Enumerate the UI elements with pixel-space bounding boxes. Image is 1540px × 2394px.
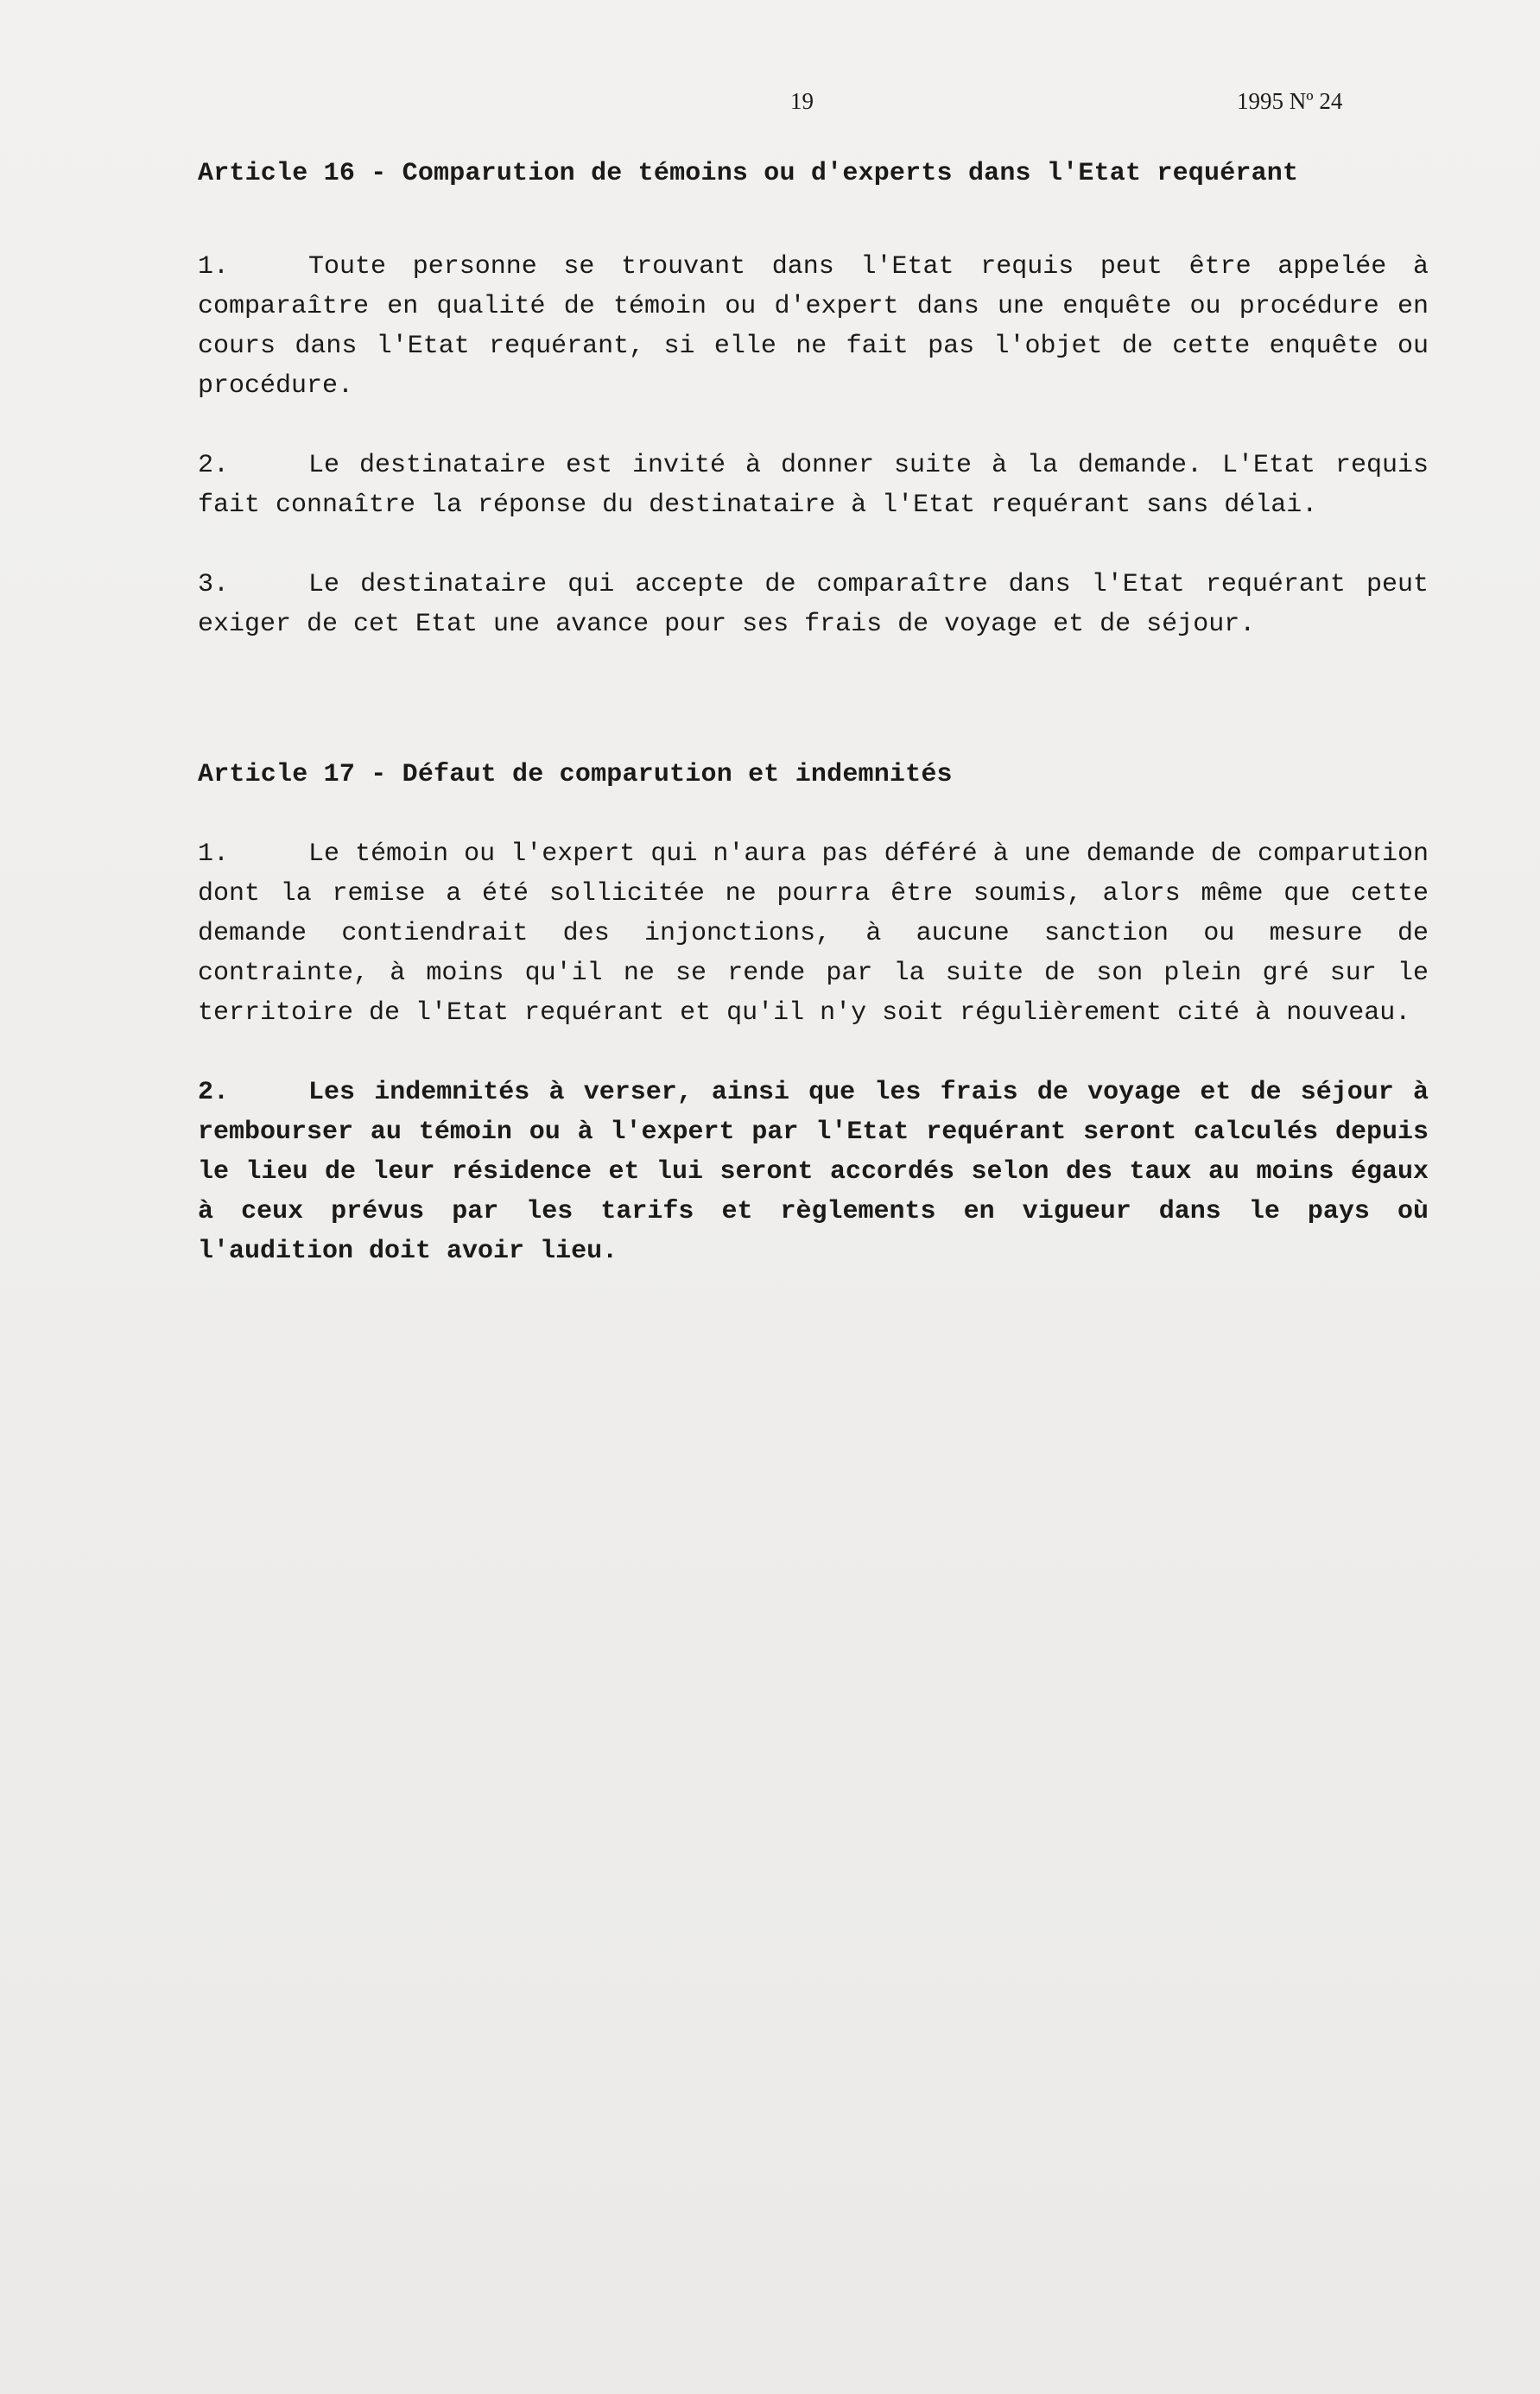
paragraph-number: 2. [198, 1078, 230, 1107]
document-body [198, 154, 1429, 1271]
article-16-title: Comparution de témoins ou d'experts dans l'Etat requérant [402, 159, 1299, 188]
article-17-heading [198, 755, 1429, 795]
paragraph-text: Le témoin ou l'expert qui n'aura pas déféré à une demande de comparution dont la remise a été sollicitée ne pourra être soumis, alors même que cette demande contiendrait des injonctions, à aucune sanction ou mesure de contrainte, à moins qu'il ne se rende par la suite de son plein gré sur le territoire de l'Etat requérant et qu'il n'y soit régulièrement cité à nouveau. [198, 839, 1429, 1028]
article-17-title: Défaut de comparution et indemnités [402, 760, 953, 789]
article-17-paragraph-2 [198, 1073, 1429, 1271]
paragraph-text: Toute personne se trouvant dans l'Etat requis peut être appelée à comparaître en qualité de témoin ou d'expert dans une enquête ou procédure en cours dans l'Etat requérant, si elle ne fait pas l'objet de cette enquête ou procédure. [198, 252, 1429, 401]
paragraph-number: 2. [198, 451, 230, 480]
article-16-paragraph-3 [198, 565, 1429, 644]
paragraph-text: Les indemnités à verser, ainsi que les frais de voyage et de séjour à rembourser au témoin ou à l'expert par l'Etat requérant seront calculés depuis le lieu de leur résidence et lui seront accordés selon des taux au moins égaux à ceux prévus par les tarifs et règlements en vigueur dans le pays où l'audition doit avoir lieu. [198, 1078, 1429, 1266]
article-16-heading [198, 154, 1429, 193]
article-16-number: Article 16 - [198, 159, 402, 188]
page-header [0, 88, 1540, 123]
paragraph-number: 1. [198, 839, 230, 869]
article-17-paragraph-1 [198, 834, 1429, 1033]
page-number: 19 [790, 88, 814, 114]
paragraph-number: 1. [198, 252, 230, 282]
paragraph-text: Le destinataire qui accepte de comparaître dans l'Etat requérant peut exiger de cet Etat une avance pour ses frais de voyage et de séjour. [198, 570, 1429, 639]
document-reference: 1995 Nº 24 [1237, 88, 1343, 114]
paragraph-number: 3. [198, 570, 230, 599]
article-17-number: Article 17 - [198, 760, 402, 789]
article-16-paragraph-1 [198, 247, 1429, 406]
paragraph-text: Le destinataire est invité à donner suite à la demande. L'Etat requis fait connaître la réponse du destinataire à l'Etat requérant sans délai. [198, 451, 1429, 520]
article-16-paragraph-2 [198, 446, 1429, 525]
